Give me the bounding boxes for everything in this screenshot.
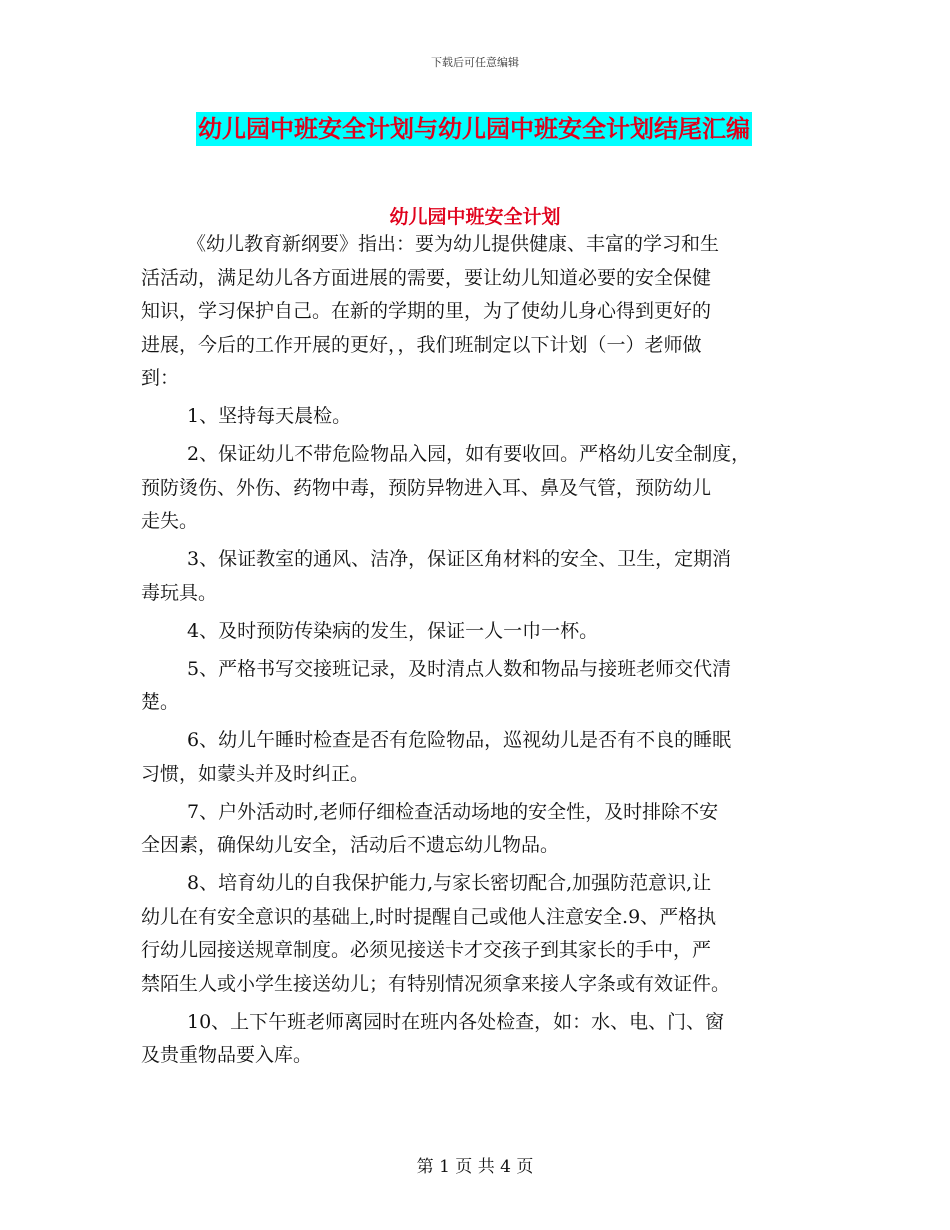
paragraph-line: 禁陌生人或小学生接送幼儿；有特别情况须拿来接人字条或有效证件。 bbox=[141, 972, 731, 995]
main-title: 幼儿园中班安全计划与幼儿园中班安全计划结尾汇编 bbox=[198, 115, 750, 143]
paragraph-line: 7、户外活动时,老师仔细检查活动场地的安全性，及时排除不安 bbox=[187, 800, 719, 823]
main-title-highlight bbox=[196, 112, 752, 146]
paragraph-intro bbox=[141, 228, 821, 396]
paragraph-line: 4、及时预防传染病的发生，保证一人一巾一杯。 bbox=[187, 619, 599, 642]
paragraph-line: 6、幼儿午睡时检查是否有危险物品，巡视幼儿是否有不良的睡眠 bbox=[187, 729, 732, 751]
paragraph-line: 8、培育幼儿的自我保护能力,与家长密切配合,加强防范意识,让 bbox=[187, 872, 712, 894]
paragraph-line: 知识，学习保护自己。在新的学期的里，为了使幼儿身心得到更好的 bbox=[141, 300, 712, 322]
paragraph-line: 幼儿在有安全意识的基础上,时时提醒自己或他人注意安全.9、严格执 bbox=[141, 905, 717, 928]
paragraph-item-5 bbox=[141, 653, 821, 720]
paragraph-item-6 bbox=[141, 724, 821, 791]
paragraph-line: 楚。 bbox=[141, 691, 180, 713]
paragraph-line: 2、保证幼儿不带危险物品入园，如有要收回。严格幼儿安全制度， bbox=[187, 443, 751, 465]
paragraph-line: 行幼儿园接送规章制度。必须见接送卡才交孩子到其家长的手中，严 bbox=[141, 939, 712, 961]
paragraph-line: 10、上下午班老师离园时在班内各处检查，如：水、电、门、窗 bbox=[187, 1010, 725, 1033]
paragraph-line: 活活动，满足幼儿各方面进展的需要，要让幼儿知道必要的安全保健 bbox=[141, 266, 712, 289]
page-footer: 第 1 页 共 4 页 bbox=[416, 1157, 534, 1177]
paragraph-line: 《幼儿教育新纲要》指出：要为幼儿提供健康、丰富的学习和生 bbox=[187, 233, 720, 255]
paragraph-line: 预防烫伤、外伤、药物中毒，预防异物进入耳、鼻及气管，预防幼儿 bbox=[141, 476, 712, 499]
paragraph-line: 毒玩具。 bbox=[141, 581, 218, 604]
paragraph-item-3 bbox=[141, 543, 821, 610]
document-body bbox=[141, 228, 821, 1077]
paragraph-item-8 bbox=[141, 867, 821, 1001]
paragraph-line: 1、坚持每天晨检。 bbox=[187, 405, 352, 427]
header-note: 下载后可任意编辑 bbox=[431, 56, 519, 69]
paragraph-item-7 bbox=[141, 796, 821, 863]
paragraph-item-10 bbox=[141, 1006, 821, 1073]
section-title: 幼儿园中班安全计划 bbox=[389, 206, 561, 228]
paragraph-line: 习惯，如蒙头并及时纠正。 bbox=[141, 762, 370, 785]
paragraph-line: 进展，今后的工作开展的更好，，我们班制定以下计划（一）老师做 bbox=[141, 333, 702, 356]
paragraph-item-1 bbox=[141, 400, 821, 434]
paragraph-line: 走失。 bbox=[141, 510, 199, 532]
paragraph-line: 3、保证教室的通风、洁净，保证区角材料的安全、卫生，定期消 bbox=[187, 548, 732, 570]
paragraph-line: 及贵重物品要入库。 bbox=[141, 1044, 313, 1066]
paragraph-item-4 bbox=[141, 615, 821, 649]
paragraph-line: 到： bbox=[141, 367, 180, 389]
paragraph-item-2 bbox=[141, 438, 821, 539]
paragraph-line: 5、严格书写交接班记录，及时清点人数和物品与接班老师交代清 bbox=[187, 657, 732, 680]
paragraph-line: 全因素，确保幼儿安全，活动后不遗忘幼儿物品。 bbox=[141, 834, 560, 856]
